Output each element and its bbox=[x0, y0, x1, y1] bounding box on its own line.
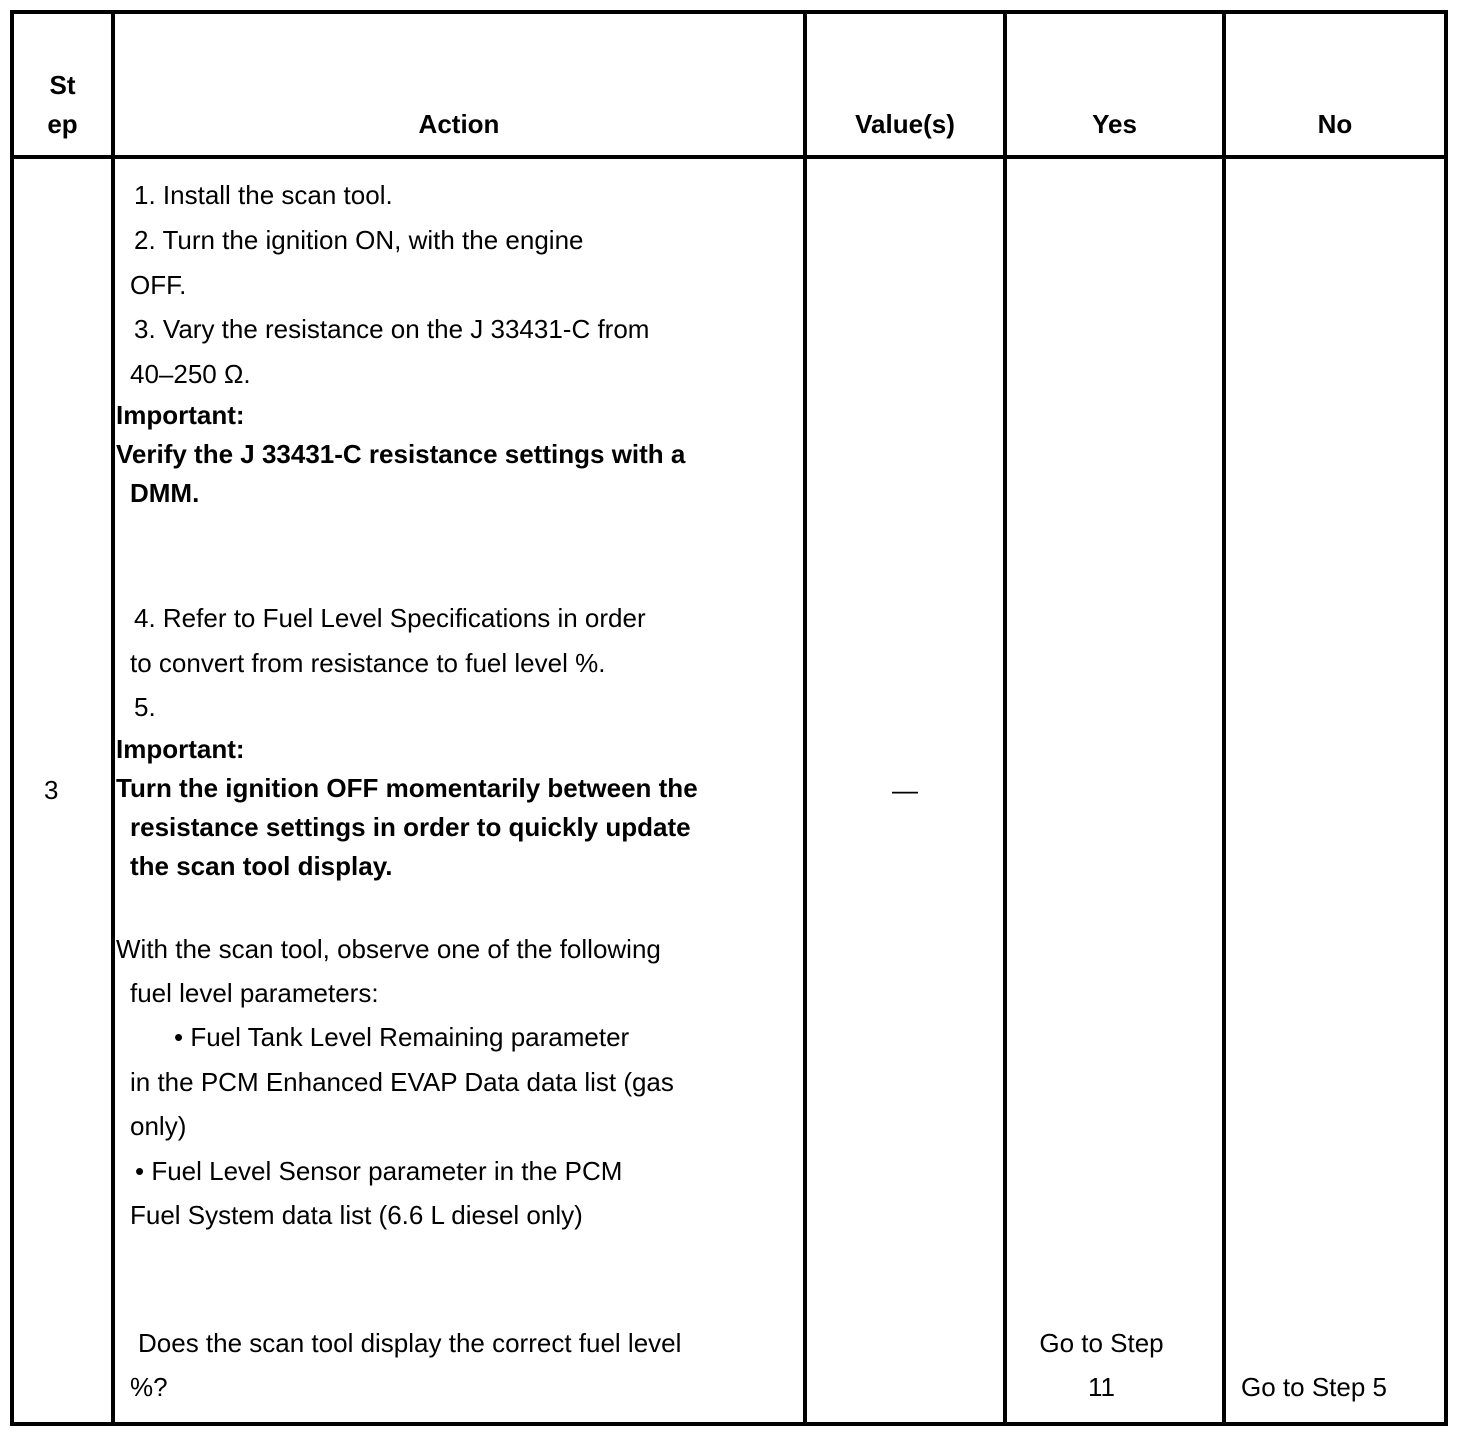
important-label: Important: bbox=[116, 734, 245, 764]
action-line: 4. Refer to Fuel Level Specifications in order bbox=[134, 603, 646, 633]
important-note: the scan tool display. bbox=[130, 851, 393, 881]
action-bullet-line: • Fuel Level Sensor parameter in the PCM bbox=[135, 1156, 623, 1186]
important-note: Verify the J 33431-C resistance settings with a bbox=[116, 439, 686, 469]
important-note: DMM. bbox=[130, 478, 200, 508]
important-label: Important: bbox=[116, 400, 245, 430]
step-number: 3 bbox=[44, 775, 59, 805]
action-line: 1. Install the scan tool. bbox=[134, 180, 393, 210]
table-border-left bbox=[10, 10, 14, 1426]
action-bullet-line: • Fuel Tank Level Remaining parameter bbox=[174, 1022, 630, 1052]
header-yes: Yes bbox=[1092, 109, 1137, 139]
action-line: fuel level parameters: bbox=[130, 978, 379, 1008]
column-divider-values bbox=[1003, 10, 1007, 1426]
action-line: Fuel System data list (6.6 L diesel only) bbox=[130, 1200, 583, 1230]
procedure-table bbox=[10, 10, 1448, 1426]
column-divider-yes bbox=[1222, 10, 1226, 1426]
action-line: 2. Turn the ignition ON, with the engine bbox=[134, 225, 584, 255]
table-border-bottom bbox=[10, 1422, 1448, 1426]
action-line: 40–250 Ω. bbox=[130, 359, 251, 389]
table-border-top bbox=[10, 10, 1448, 14]
action-line: 5. bbox=[134, 692, 156, 722]
yes-cell-line2: 11 bbox=[1088, 1372, 1115, 1402]
column-divider-action bbox=[803, 10, 807, 1426]
table-border-right bbox=[1444, 10, 1448, 1426]
action-line: With the scan tool, observe one of the following bbox=[116, 934, 661, 964]
header-divider bbox=[10, 155, 1448, 159]
action-line: to convert from resistance to fuel level %. bbox=[130, 648, 606, 678]
column-divider-step bbox=[111, 10, 115, 1426]
header-values: Value(s) bbox=[855, 109, 955, 139]
value-cell: — bbox=[892, 775, 918, 805]
action-question: Does the scan tool display the correct fuel level bbox=[138, 1328, 682, 1358]
important-note: resistance settings in order to quickly update bbox=[130, 812, 691, 842]
action-line: only) bbox=[130, 1111, 187, 1141]
important-note: Turn the ignition OFF momentarily between the bbox=[116, 773, 698, 803]
header-no: No bbox=[1317, 109, 1353, 139]
action-line: in the PCM Enhanced EVAP Data data list (gas bbox=[130, 1067, 674, 1097]
header-step-line1: St bbox=[49, 70, 76, 100]
action-line: OFF. bbox=[130, 270, 187, 300]
action-question: %? bbox=[130, 1372, 168, 1402]
header-step-line2: ep bbox=[47, 109, 78, 139]
yes-cell-line1: Go to Step bbox=[1039, 1328, 1164, 1358]
no-cell: Go to Step 5 bbox=[1241, 1372, 1387, 1402]
action-line: 3. Vary the resistance on the J 33431-C from bbox=[134, 314, 650, 344]
header-action: Action bbox=[418, 109, 500, 139]
